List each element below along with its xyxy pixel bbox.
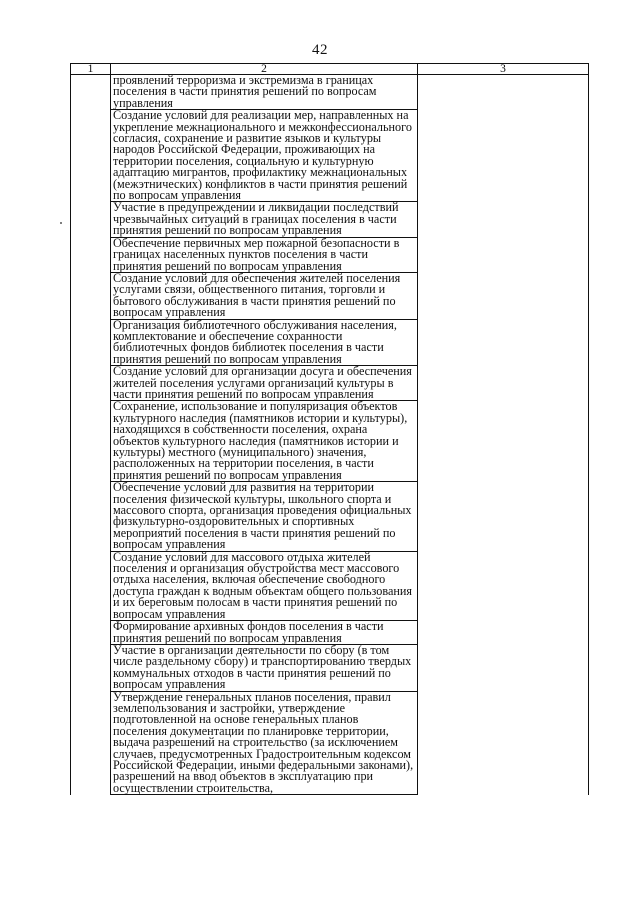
power-text: Формирование архивных фондов поселения в части принятия решений по вопросам управления xyxy=(111,621,418,645)
header-col-3: 3 xyxy=(418,64,589,75)
powers-table xyxy=(70,63,589,795)
power-text: Создание условий для организации досуга и обеспечения жителей поселения услугами организаций культуры в части принятия решений по вопросам управления xyxy=(111,366,418,401)
power-text: Участие в организации деятельности по сбору (в том числе раздельному сбору) и транспортированию твердых коммунальных отходов в части принятия решений по вопросам управления xyxy=(111,644,418,691)
header-col-1: 1 xyxy=(71,64,111,75)
power-text: Организация библиотечного обслуживания населения, комплектование и обеспечение сохранности библиотечных фондов библиотек поселения в части принятия решений по вопросам управления xyxy=(111,319,418,366)
power-text: Обеспечение условий для развития на территории поселения физической культуры, школьного спорта и массового спорта, организация проведения официальных физкультурно-оздоровительных и спортивных мероприятий поселения в части принятия решений по вопросам управления xyxy=(111,482,418,551)
power-text: Создание условий для реализации мер, направленных на укрепление межнационального и межконфессионального согласия, сохранение и развитие языков и культуры народов Российской Федерации, проживающих на территории поселения, социальную и культурную адаптацию мигрантов, профилактику межнациональных (межэтнических) конфликтов в части принятия решений по вопросам управления xyxy=(111,110,418,202)
power-text: Утверждение генеральных планов поселения, правил землепользования и застройки, утверждение подготовленной на основе генеральных планов поселения документации по планировке территории, выдача разрешений на строительство (за исключением случаев, предусмотренных Градостроительным кодексом Российской Федерации, иными федеральными законами), разрешений на ввод объектов в эксплуатацию при осуществлении строительства, xyxy=(111,691,418,795)
header-col-2: 2 xyxy=(111,64,418,75)
power-text: проявлений терроризма и экстремизма в границах поселения в части принятия решений по вопросам управления xyxy=(111,75,418,110)
power-text: Создание условий для обеспечения жителей поселения услугами связи, общественного питания, торговли и бытового обслуживания в части принятия решений по вопросам управления xyxy=(111,272,418,319)
page-number: 42 xyxy=(312,42,328,58)
table-row xyxy=(71,75,589,110)
power-text: Обеспечение первичных мер пожарной безопасности в границах населенных пунктов поселения в части принятия решений по вопросам управления xyxy=(111,237,418,272)
power-text: Создание условий для массового отдыха жителей поселения и организация обустройства мест массового отдыха населения, включая обеспечение свободного доступа граждан к водным объектам общего пользования и их береговым полосам в части принятия решений по вопросам управления xyxy=(111,551,418,620)
col3-cell xyxy=(418,75,589,795)
scan-dot xyxy=(60,222,62,224)
col1-cell xyxy=(71,75,111,795)
power-text: Участие в предупреждении и ликвидации последствий чрезвычайных ситуаций в границах поселения в части принятия решений по вопросам управления xyxy=(111,202,418,237)
power-text: Сохранение, использование и популяризация объектов культурного наследия (памятников истории и культуры), находящихся в собственности поселения, охрана объектов культурного наследия (памятников истории и культуры) местного (муниципального) значения, расположенных на территории поселения, в части принятия решений по вопросам управления xyxy=(111,401,418,482)
